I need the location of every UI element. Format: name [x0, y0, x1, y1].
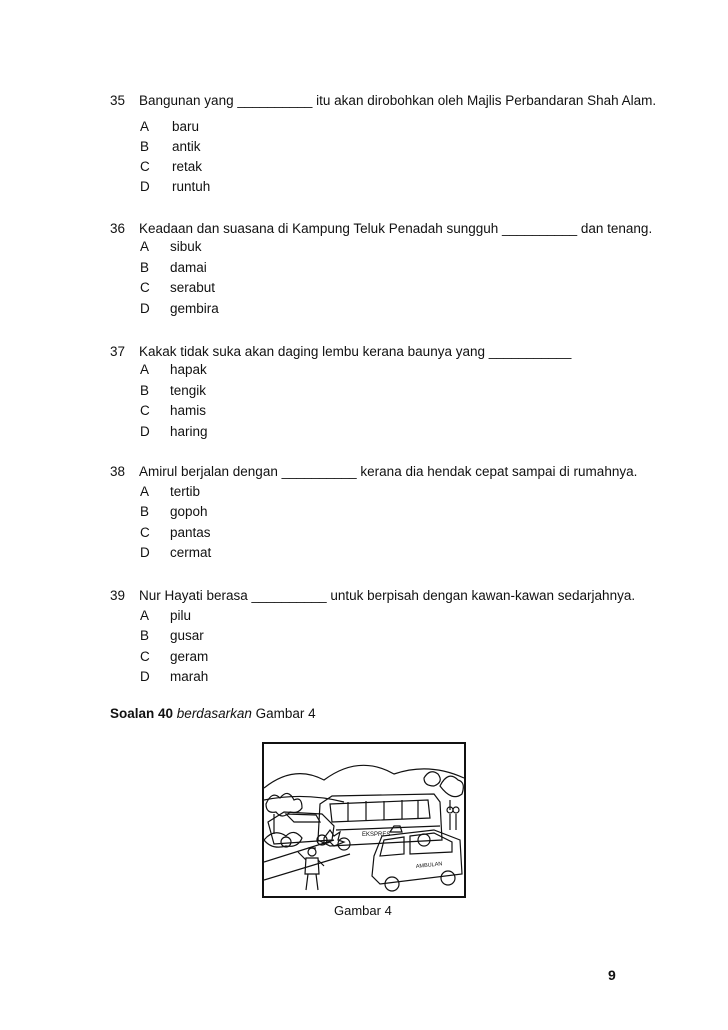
- option-text: cermat: [170, 545, 212, 560]
- option-text: gembira: [170, 301, 219, 316]
- option-letter: C: [140, 525, 150, 540]
- option-letter: D: [140, 179, 150, 194]
- option-text: geram: [170, 649, 209, 664]
- option-letter: C: [140, 649, 150, 664]
- option-letter: C: [140, 403, 150, 418]
- option-letter: D: [140, 301, 150, 316]
- hills-outline: [264, 765, 464, 788]
- option-letter: A: [140, 608, 150, 623]
- accident-illustration: [262, 742, 466, 898]
- option-text: hapak: [170, 362, 207, 377]
- option-text: baru: [172, 119, 200, 134]
- option-letter: A: [140, 362, 150, 377]
- question-text: Kakak tidak suka akan daging lembu kerana baunya yang ___________: [139, 344, 572, 359]
- question-text: Bangunan yang __________ itu akan dirobohkan oleh Majlis Perbandaran Shah Alam.: [139, 93, 657, 108]
- page-number: 9: [608, 967, 616, 983]
- option-letter: D: [140, 669, 150, 684]
- option-text: serabut: [170, 280, 216, 295]
- section-heading: [110, 706, 316, 721]
- section-heading-rest: Gambar 4: [255, 706, 316, 721]
- bus-label: EKSPRES: [362, 832, 391, 838]
- option-text: hamis: [170, 403, 207, 418]
- tree-right: [440, 776, 463, 797]
- option-letter: C: [140, 159, 150, 174]
- option-letter: B: [140, 504, 150, 519]
- option-letter: B: [140, 628, 150, 643]
- question-number: 35: [110, 93, 126, 108]
- question-text: Nur Hayati berasa __________ untuk berpisah dengan kawan-kawan sedarjahnya.: [139, 588, 636, 603]
- section-heading-bold: Soalan 40: [110, 706, 174, 721]
- option-text: runtuh: [172, 179, 211, 194]
- option-letter: B: [140, 260, 150, 275]
- option-text: gusar: [170, 628, 204, 643]
- option-letter: D: [140, 424, 150, 439]
- question-text: Keadaan dan suasana di Kampung Teluk Penadah sungguh __________ dan tenang.: [139, 221, 653, 236]
- police-officer: [308, 848, 316, 856]
- figure-caption: Gambar 4: [334, 903, 392, 918]
- section-heading-italic: berdasarkan: [176, 706, 252, 721]
- option-text: marah: [170, 669, 209, 684]
- question-number: 39: [110, 588, 126, 603]
- ambulance-body: [372, 830, 462, 884]
- option-letter: B: [140, 139, 150, 154]
- option-letter: B: [140, 383, 150, 398]
- option-letter: D: [140, 545, 150, 560]
- option-text: pantas: [170, 525, 211, 540]
- option-text: tengik: [170, 383, 207, 398]
- accident-scene-drawing: [264, 744, 464, 896]
- question-number: 38: [110, 464, 126, 479]
- option-text: retak: [172, 159, 203, 174]
- option-text: gopoh: [170, 504, 208, 519]
- option-letter: C: [140, 280, 150, 295]
- option-letter: A: [140, 119, 150, 134]
- question-text: Amirul berjalan dengan __________ kerana dia hendak cepat sampai di rumahnya.: [139, 464, 638, 479]
- ambulance-label: AMBULAN: [415, 861, 443, 870]
- option-text: sibuk: [170, 239, 202, 254]
- question-number: 36: [110, 221, 126, 236]
- option-text: pilu: [170, 608, 192, 623]
- option-letter: A: [140, 484, 150, 499]
- question-number: 37: [110, 344, 126, 359]
- option-text: tertib: [170, 484, 201, 499]
- option-text: damai: [170, 260, 207, 275]
- option-text: antik: [172, 139, 201, 154]
- option-text: haring: [170, 424, 208, 439]
- option-letter: A: [140, 239, 150, 254]
